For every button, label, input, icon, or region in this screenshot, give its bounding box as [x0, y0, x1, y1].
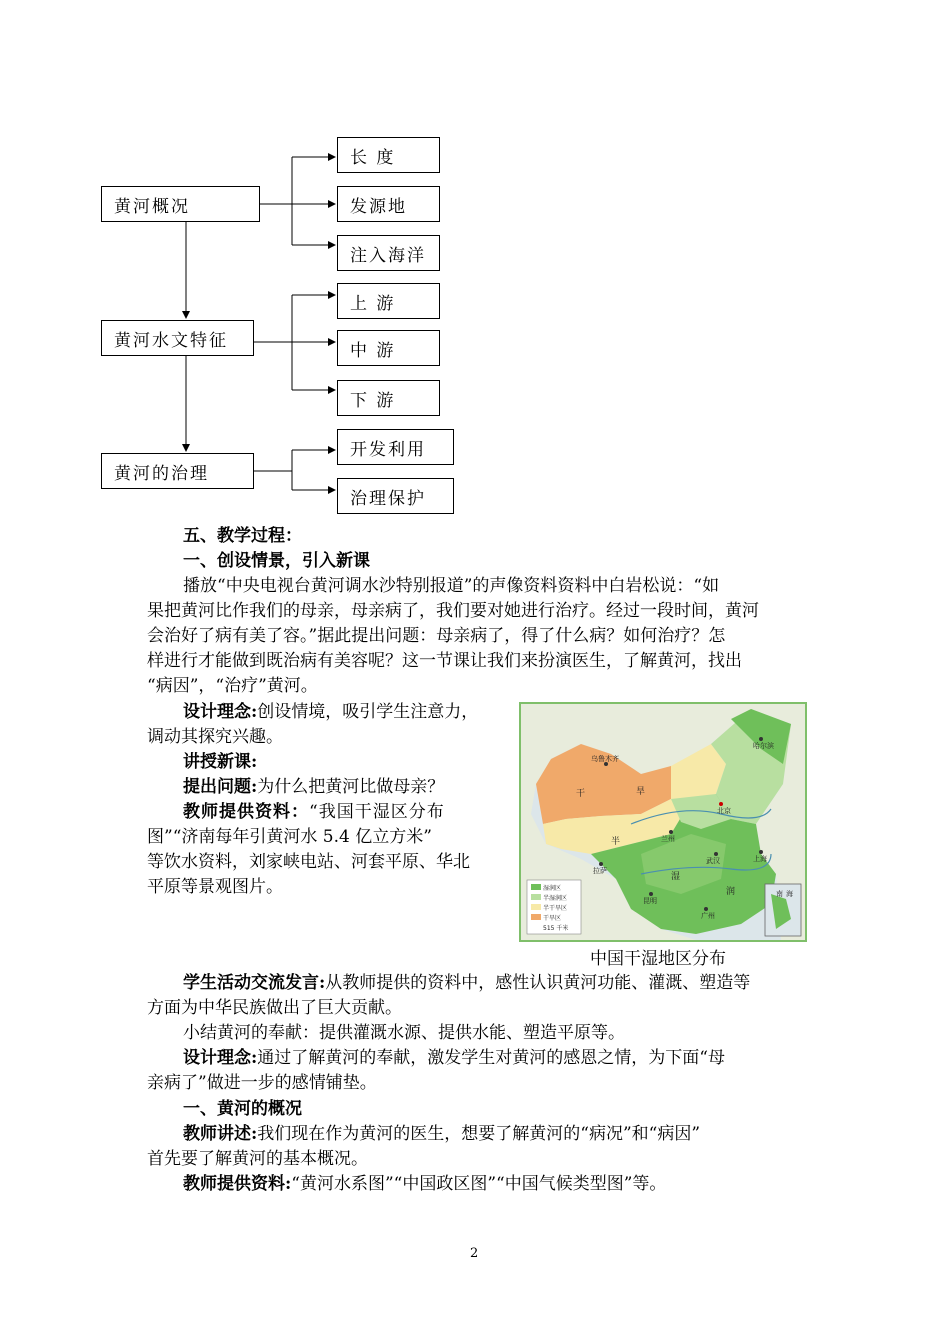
question-label: 提出问题:: [183, 777, 258, 797]
legend-item: 半干旱区: [543, 905, 568, 912]
paragraph-line: 会治好了病有美了容。”据此提出问题：母亲病了，得了什么病？如何治疗？怎: [147, 626, 726, 646]
design-concept-label: 设计理念:: [183, 1048, 258, 1068]
design-concept-2: [183, 1046, 725, 1071]
design-concept-text: 通过了解黄河的奉献，激发学生对黄河的感恩之情，为下面“母: [257, 1048, 725, 1068]
legend-item: 干旱区: [543, 915, 562, 922]
diagram-node-length: 长 度: [337, 137, 440, 173]
map-label: 上海: [753, 855, 767, 863]
map-label: 旱: [636, 787, 646, 797]
question-line: [183, 775, 444, 800]
diagram-node-upper: 上 游: [337, 283, 440, 319]
design-concept-1: [183, 700, 478, 725]
diagram-node-lower: 下 游: [337, 380, 440, 416]
teacher-narration-text: 我们现在作为黄河的医生，想要了解黄河的“病况”和“病因”: [257, 1124, 701, 1144]
map-label: 南: [776, 890, 783, 898]
diagram-node-overview: 黄河概况: [101, 186, 260, 222]
map-label: 兰州: [661, 835, 675, 843]
diagram-node-middle: 中 游: [337, 330, 440, 366]
student-activity-label: 学生活动交流发言:: [183, 973, 326, 993]
materials2-text: “黄河水系图”“中国政区图”“中国气候类型图”等。: [291, 1174, 667, 1194]
student-activity-line: [183, 971, 750, 996]
map-label: 武汉: [706, 857, 720, 865]
heading-overview: 一、黄河的概况: [183, 1099, 302, 1119]
paragraph-line: “病因”，“治疗”黄河。: [147, 676, 318, 696]
map-label: 拉萨: [593, 867, 607, 875]
map-scale: 515 千米: [543, 925, 569, 932]
teacher-narration-line: [183, 1122, 700, 1147]
map-caption: 中国干湿地区分布: [590, 949, 726, 969]
diagram-node-development: 开发利用: [337, 429, 454, 465]
diagram-node-protection: 治理保护: [337, 478, 454, 514]
map-label: 北京: [717, 807, 731, 815]
teacher-narration-label: 教师讲述:: [183, 1124, 258, 1144]
map-label: 润: [726, 887, 736, 897]
map-label: 湿: [671, 872, 681, 882]
diagram-node-governance: 黄河的治理: [101, 453, 254, 489]
student-activity-text: 从教师提供的资料中，感性认识黄河功能、灌溉、塑造等: [325, 973, 751, 993]
paragraph-line: 图”“济南每年引黄河水 5.4 亿立方米”: [147, 827, 432, 847]
legend-item: 半湿润区: [543, 895, 568, 902]
design-concept-text: 创设情境，吸引学生注意力，: [257, 702, 479, 722]
design-concept-label: 设计理念:: [183, 702, 258, 722]
map-label: 干: [576, 789, 586, 799]
paragraph-line: 调动其探究兴趣。: [147, 727, 283, 747]
china-dry-wet-map: [519, 702, 807, 942]
paragraph-line: 样进行才能做到既治病有美容呢？这一节课让我们来扮演医生，了解黄河，找出: [147, 651, 742, 671]
paragraph-line: 方面为中华民族做出了巨大贡献。: [147, 998, 402, 1018]
diagram-node-ocean: 注入海洋: [337, 235, 440, 271]
materials-text: “我国干湿区分布: [309, 802, 445, 822]
diagram-node-hydrology: 黄河水文特征: [101, 320, 254, 356]
map-label: 海: [786, 890, 793, 898]
paragraph-line: 播放“中央电视台黄河调水沙特别报道”的声像资料资料中白岩松说：“如: [183, 576, 720, 596]
paragraph-line: 平原等景观图片。: [147, 877, 283, 897]
summary-line: 小结黄河的奉献：提供灌溉水源、提供水能、塑造平原等。: [183, 1023, 625, 1043]
paragraph-line: 果把黄河比作我们的母亲，母亲病了，我们要对她进行治疗。经过一段时间，黄河: [147, 601, 759, 621]
map-label: 哈尔滨: [753, 742, 774, 750]
materials2-label: 教师提供资料:: [183, 1174, 292, 1194]
map-label: 乌鲁木齐: [591, 755, 619, 763]
heading-teaching-process: 五、教学过程：: [183, 526, 302, 546]
heading-intro: 一、创设情景，引入新课: [183, 551, 370, 571]
heading-new-lesson: 讲授新课:: [183, 752, 258, 772]
paragraph-line: 亲病了”做进一步的感情铺垫。: [147, 1073, 377, 1093]
paragraph-line: 首先要了解黄河的基本概况。: [147, 1149, 368, 1169]
materials-label: 教师提供资料：: [183, 802, 309, 822]
map-label: 昆明: [643, 897, 657, 905]
map-label: 半: [611, 837, 621, 847]
map-label: 广州: [701, 912, 715, 920]
page-number: 2: [470, 1246, 479, 1261]
materials-line: [183, 800, 445, 825]
question-text: 为什么把黄河比做母亲？: [257, 777, 445, 797]
diagram-node-source: 发源地: [337, 186, 440, 222]
diagram-connectors: [0, 0, 950, 530]
materials2-line: [183, 1172, 666, 1197]
map-labels: [521, 704, 805, 940]
legend-item: 湿润区: [543, 885, 562, 892]
paragraph-line: 等饮水资料，刘家峡电站、河套平原、华北: [147, 852, 470, 872]
